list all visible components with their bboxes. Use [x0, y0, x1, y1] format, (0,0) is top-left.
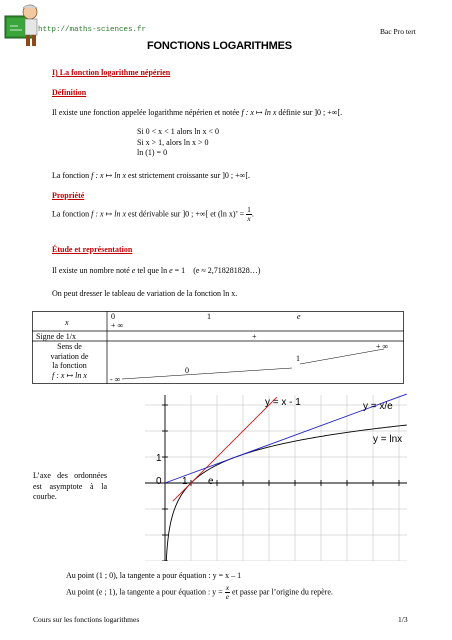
tangent-2-fraction: $\frac{x}{e}$: [225, 583, 230, 601]
asymptote-note: L’axe des ordonnées est asymptote à la courbe.: [33, 471, 107, 501]
table-x-label: x: [65, 318, 69, 327]
propriete-text: La fonction f : x ↦ ln x est dérivable sur ]0 ; +∞[ et (ln x)’ = $\frac{1}{x}$ .: [52, 205, 254, 223]
etude-label: Étude et représentation: [52, 245, 133, 254]
footer-page: 1/3: [398, 615, 408, 624]
e-definition-text: Il existe un nombre noté e tel que ln e = 1 (e ≈ 2,718281828…): [52, 266, 261, 275]
table-x-0: 0: [111, 312, 115, 321]
table-plus-inf: + ∞: [376, 342, 389, 351]
table-val-1: 1: [296, 354, 300, 363]
tick-label-y-1: 1: [156, 453, 162, 464]
ln-curve: [166, 425, 407, 561]
condition-3: ln (1) = 0: [137, 148, 168, 157]
definition-label: Définition: [52, 88, 87, 97]
section-heading: I) La fonction logarithme népérien: [52, 68, 171, 77]
label-ln-curve: y = lnx: [373, 434, 403, 445]
tick-label-x-1: 1: [182, 476, 188, 487]
table-val-0: 0: [185, 366, 189, 375]
tableau-intro: On peut dresser le tableau de variation de la fonction ln x.: [52, 289, 238, 298]
tick-label-e: e: [208, 476, 214, 487]
croissance-text: La fonction f : x ↦ ln x est strictement croissante sur ]0 ; +∞[.: [52, 171, 250, 180]
table-x-e: e: [297, 312, 301, 321]
table-minus-inf: - ∞: [110, 375, 121, 384]
teacher-logo: [4, 2, 44, 48]
condition-2: Si x > 1, alors ln x > 0: [137, 137, 209, 147]
variation-arrow-1: [122, 368, 292, 379]
level-label: Bac Pro tert: [380, 27, 416, 36]
tangent-2-text: Au point (e ; 1), la tangente a pour équation : y = $\frac{x}{e}$ et passe par l’origine du repère.: [66, 583, 333, 601]
label-tangent-1: y = x - 1: [265, 397, 301, 408]
variation-table: [32, 311, 404, 384]
table-x-1: 1: [207, 312, 211, 321]
table-x-inf: + ∞: [111, 321, 124, 330]
conditions-block: [137, 127, 219, 159]
ln-graph: [145, 389, 407, 561]
propriete-label: Propriété: [52, 191, 85, 200]
site-url[interactable]: http://maths-sciences.fr: [38, 26, 147, 34]
tick-label-origin: 0: [156, 476, 162, 487]
condition-1: Si 0 < x < 1 alors ln x < 0: [137, 127, 219, 136]
table-sens-label: Sens de variation de la fonction f : x ↦ ln x: [50, 342, 89, 380]
variation-arrow-2: [300, 349, 384, 364]
definition-text: Il existe une fonction appelée logarithme népérien et notée f : x ↦ ln x définie sur ]0 ; +∞[.: [52, 108, 343, 117]
table-sign-label: Signe de 1/x: [36, 332, 76, 341]
table-sign-value: +: [252, 332, 257, 341]
label-tangent-2: y = x/e: [363, 401, 393, 412]
footer-left: Cours sur les fonctions logarithmes: [33, 615, 140, 624]
tangent-1-text: Au point (1 ; 0), la tangente a pour équation : y = x – 1: [66, 571, 242, 580]
page-title: FONCTIONS LOGARITHMES: [147, 40, 292, 52]
derivative-fraction: $\frac{1}{x}$: [247, 205, 251, 223]
